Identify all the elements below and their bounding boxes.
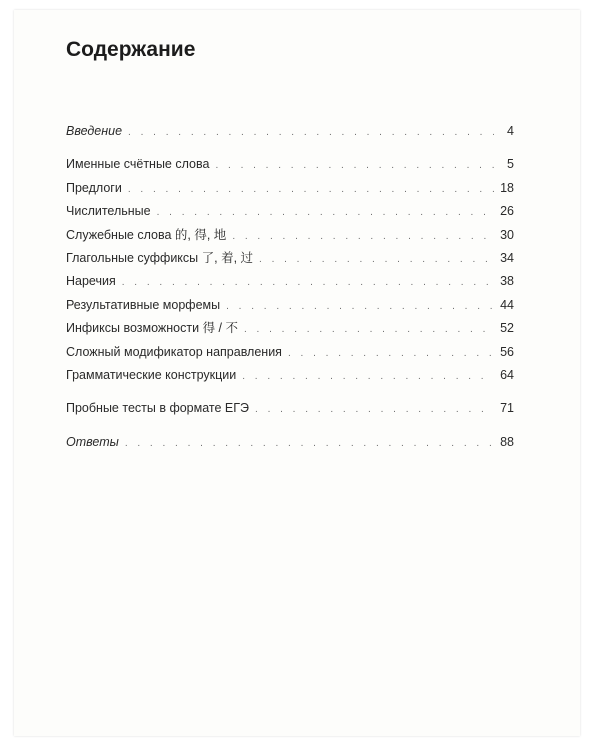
dot-leader [126,121,494,144]
dot-leader [126,178,494,201]
toc-entry-page: 5 [507,157,514,172]
toc-entry-adverbs[interactable] [66,270,514,293]
toc-entry-measure-words[interactable] [66,153,514,176]
book-page [14,10,580,736]
toc-entry-page: 44 [500,297,514,312]
toc-entry-label: Именные счётные слова [66,157,210,172]
dot-leader [242,318,494,341]
toc-entry-label: Числительные [66,204,151,219]
toc-entry-page: 30 [500,227,514,242]
toc-entry-label: Сложный модификатор направления [66,344,282,359]
toc-entry-page: 38 [500,274,514,289]
toc-entry-page: 56 [500,344,514,359]
table-of-contents [66,120,514,454]
toc-entry-page: 34 [500,250,514,265]
toc-entry-page: 26 [500,204,514,219]
toc-entry-label: Инфиксы возможности 得 / 不 [66,321,238,336]
toc-entry-particles[interactable] [66,224,514,247]
dot-leader [230,225,494,248]
toc-entry-page: 71 [500,401,514,416]
toc-entry-page: 88 [500,434,514,449]
toc-entry-label: Грамматические конструкции [66,367,237,382]
dot-leader [257,248,494,271]
toc-entry-label: Результативные морфемы [66,297,221,312]
toc-entry-numerals[interactable] [66,200,514,223]
toc-entry-label: Наречия [66,274,116,289]
toc-entry-page: 64 [500,367,514,382]
toc-entry-page: 52 [500,321,514,336]
dot-leader [240,365,494,388]
toc-entry-prepositions[interactable] [66,177,514,200]
toc-entry-practice-tests[interactable] [66,397,514,420]
toc-entry-label: Ответы [66,434,119,449]
toc-entry-label: Пробные тесты в формате ЕГЭ [66,401,250,416]
toc-entry-directional-complement[interactable] [66,341,514,364]
toc-entry-verb-suffixes[interactable] [66,247,514,270]
toc-entry-introduction[interactable] [66,120,514,143]
dot-leader [253,398,494,421]
dot-leader [120,271,494,294]
toc-entry-label: Служебные слова 的, 得, 地 [66,227,227,242]
page-title: Содержание [66,38,196,61]
dot-leader [286,342,494,365]
dot-leader [155,201,494,224]
dot-leader [213,154,494,177]
toc-entry-page: 18 [500,180,514,195]
toc-entry-answers[interactable] [66,431,514,454]
dot-leader [123,432,494,455]
toc-entry-potential-infixes[interactable] [66,317,514,340]
toc-entry-grammar-constructions[interactable] [66,364,514,387]
dot-leader [224,295,494,318]
toc-entry-page: 4 [507,124,514,138]
toc-entry-label: Введение [66,124,123,138]
toc-entry-label: Глагольные суффиксы 了, 着, 过 [66,250,254,265]
toc-entry-label: Предлоги [66,180,122,195]
toc-entry-resultative-morphemes[interactable] [66,294,514,317]
